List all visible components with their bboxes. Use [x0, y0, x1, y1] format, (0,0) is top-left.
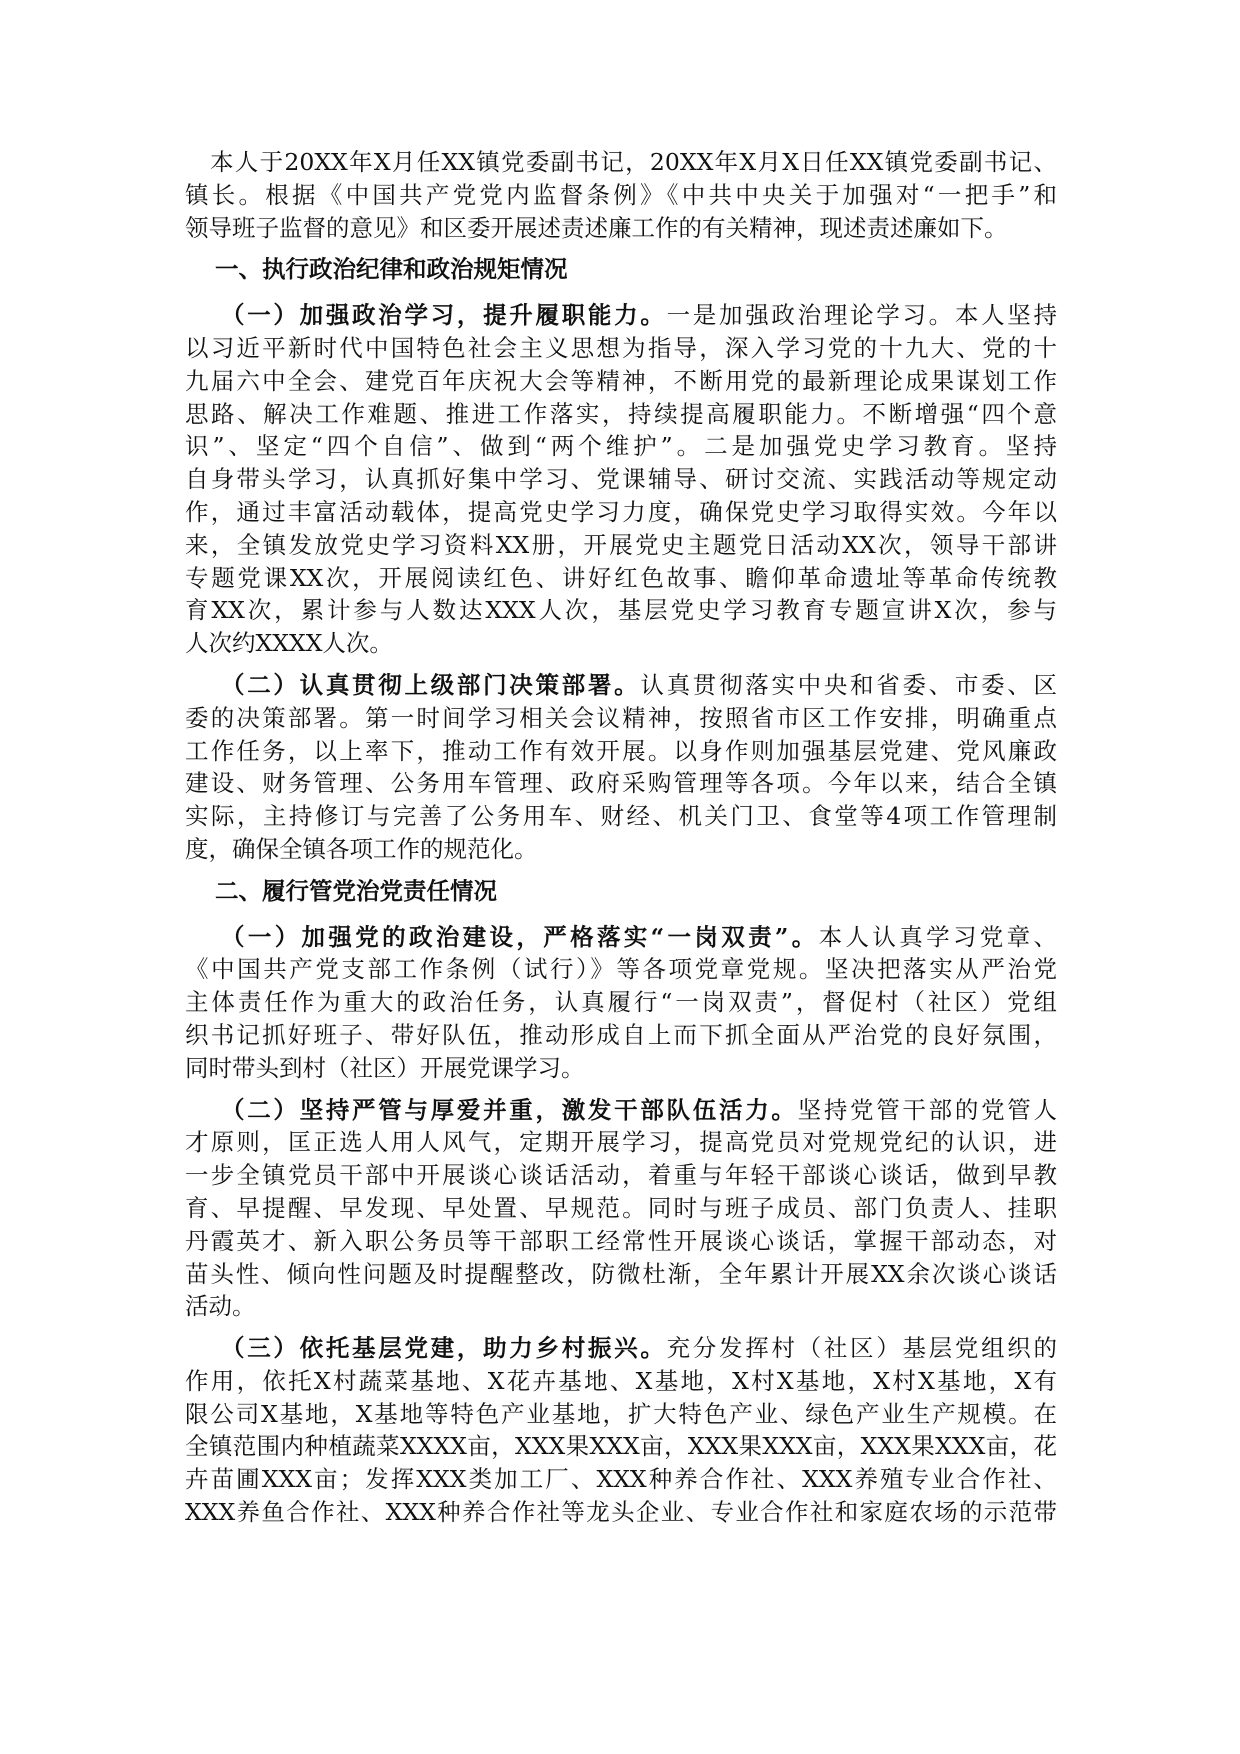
paragraph-lead: （二）坚持严管与厚爱并重，激发干部队伍活力。	[221, 1095, 798, 1124]
text-line	[185, 398, 1057, 431]
line-text: 领导班子监督的意见》和区委开展述责述廉工作的有关精神，现述责述廉如下。	[185, 213, 1008, 242]
text-line	[185, 1398, 1057, 1431]
section-heading: 二、履行管党治党责任情况	[215, 876, 497, 905]
line-text: 自身带头学习，认真抓好集中学习、党课辅导、研讨交流、实践活动等规定动	[185, 465, 1057, 494]
text-line	[185, 1430, 1057, 1463]
line-text: 活动。	[185, 1292, 256, 1321]
text-line	[185, 430, 1057, 463]
line-text: 本人认真学习党章、	[818, 922, 1057, 951]
text-line	[185, 1463, 1057, 1496]
text-line	[185, 953, 1057, 986]
text-line	[185, 594, 1057, 627]
line-text: 度，确保全镇各项工作的规范化。	[185, 834, 538, 863]
text-line	[185, 179, 1057, 212]
line-text: 充分发挥村（社区）基层党组织的	[666, 1334, 1057, 1363]
text-line	[185, 669, 1057, 702]
text-line	[185, 1159, 1057, 1192]
text-line	[185, 921, 1057, 954]
paragraph-lead: （三）依托基层党建，助力乡村振兴。	[221, 1334, 667, 1363]
line-text: 才原则，匡正选人用人风气，定期开展学习，提高党员对党规党纪的认识，进	[185, 1128, 1057, 1157]
line-text: 主体责任作为重大的政治任务，认真履行“一岗双责”，督促村（社区）党组	[185, 988, 1057, 1017]
text-line	[185, 496, 1057, 529]
line-text: XXX养鱼合作社、XXX种养合作社等龙头企业、专业合作社和家庭农场的示范带	[185, 1498, 1057, 1527]
line-text: 育XX次，累计参与人数达XXX人次，基层党史学习教育专题宣讲X次，参与	[185, 596, 1057, 625]
text-line	[185, 1126, 1057, 1159]
line-text: 一是加强政治理论学习。本人坚持	[666, 301, 1057, 330]
text-line	[185, 1052, 1057, 1085]
body-paragraph	[185, 1094, 1057, 1324]
text-line	[185, 735, 1057, 768]
document-page	[185, 146, 1057, 1538]
line-text: 工作任务，以上率下，推动工作有效开展。以身作则加强基层党建、党风廉政	[185, 736, 1057, 765]
body-paragraph	[185, 921, 1057, 1085]
text-line	[185, 627, 1057, 660]
text-line	[185, 146, 1057, 179]
text-line	[185, 1496, 1057, 1529]
text-line	[185, 1365, 1057, 1398]
text-line	[185, 1225, 1057, 1258]
section-heading: 一、执行政治纪律和政治规矩情况	[215, 255, 568, 284]
text-line	[185, 463, 1057, 496]
text-line	[185, 299, 1057, 332]
line-text: 九届六中全会、建党百年庆祝大会等精神，不断用党的最新理论成果谋划工作	[185, 366, 1057, 395]
line-text: 本人于20XX年X月任XX镇党委副书记，20XX年X月X日任XX镇党委副书记、	[210, 148, 1057, 176]
line-text: 丹霞英才、新入职公务员等干部职工经常性开展谈心谈话，掌握干部动态，对	[185, 1226, 1057, 1255]
line-text: 以习近平新时代中国特色社会主义思想为指导，深入学习党的十九大、党的十	[185, 333, 1057, 362]
paragraph-lead: （一）加强党的政治建设，严格落实“一岗双责”。	[221, 922, 819, 951]
body-paragraph	[185, 669, 1057, 866]
line-text: 专题党课XX次，开展阅读红色、讲好红色故事、瞻仰革命遗址等革命传统教	[185, 563, 1057, 592]
line-text: 织书记抓好班子、带好队伍，推动形成自上而下抓全面从严治党的良好氛围，	[185, 1020, 1057, 1049]
text-line	[185, 767, 1057, 800]
body-paragraph	[185, 299, 1057, 660]
paragraph-lead: （一）加强政治学习，提升履职能力。	[221, 301, 667, 330]
text-line	[185, 1332, 1057, 1365]
text-line	[185, 1258, 1057, 1291]
text-line	[185, 702, 1057, 735]
line-text: 苗头性、倾向性问题及时提醒整改，防微杜渐，全年累计开展XX余次谈心谈话	[185, 1259, 1057, 1288]
text-line	[185, 1094, 1057, 1127]
paragraph-lead: （二）认真贯彻上级部门决策部署。	[221, 670, 641, 699]
line-text: 作，通过丰富活动载体，提高党史学习力度，确保党史学习取得实效。今年以	[185, 497, 1057, 526]
line-text: 一步全镇党员干部中开展谈心谈话活动，着重与年轻干部谈心谈话，做到早教	[185, 1161, 1057, 1190]
line-text: 坚持党管干部的党管人	[797, 1095, 1057, 1124]
line-text: 来，全镇发放党史学习资料XX册，开展党史主题党日活动XX次，领导干部讲	[185, 530, 1057, 559]
text-line	[185, 562, 1057, 595]
text-line	[185, 1019, 1057, 1052]
line-text: 镇长。根据《中国共产党党内监督条例》《中共中央关于加强对“一把手”和	[185, 180, 1057, 209]
line-text: 识”、坚定“四个自信”、做到“两个维护”。二是加强党史学习教育。坚持	[185, 432, 1057, 461]
line-text: 卉苗圃XXX亩；发挥XXX类加工厂、XXX种养合作社、XXX养殖专业合作社、	[185, 1465, 1057, 1494]
line-text: 作用，依托X村蔬菜基地、X花卉基地、X基地，X村X基地，X村X基地，X有	[185, 1366, 1057, 1395]
line-text: 认真贯彻落实中央和省委、市委、区	[640, 670, 1057, 699]
line-text: 育、早提醒、早发现、早处置、早规范。同时与班子成员、部门负责人、挂职	[185, 1193, 1057, 1222]
text-line	[185, 365, 1057, 398]
line-text: 全镇范围内种植蔬菜XXXX亩，XXX果XXX亩，XXX果XXX亩，XXX果XXX亩，花	[185, 1432, 1057, 1461]
text-line	[185, 833, 1057, 866]
text-line	[185, 1192, 1057, 1225]
line-text: 人次约XXXX人次。	[185, 629, 393, 658]
line-text: 思路、解决工作难题、推进工作落实，持续提高履职能力。不断增强“四个意	[185, 399, 1057, 428]
line-text: 实际，主持修订与完善了公务用车、财经、机关门卫、食堂等4项工作管理制	[185, 802, 1057, 831]
intro-paragraph	[185, 146, 1057, 244]
text-line	[185, 332, 1057, 365]
body-paragraph	[185, 1332, 1057, 1529]
line-text: 同时带头到村（社区）开展党课学习。	[185, 1053, 585, 1082]
text-line	[185, 1290, 1057, 1323]
line-text: 委的决策部署。第一时间学习相关会议精神，按照省市区工作安排，明确重点	[185, 703, 1057, 732]
text-line	[185, 986, 1057, 1019]
line-text: 限公司X基地，X基地等特色产业基地，扩大特色产业、绿色产业生产规模。在	[185, 1399, 1057, 1428]
text-line	[185, 212, 1057, 245]
text-line	[185, 800, 1057, 833]
text-line	[185, 529, 1057, 562]
line-text: 建设、财务管理、公务用车管理、政府采购管理等各项。今年以来，结合全镇	[185, 769, 1057, 798]
line-text: 《中国共产党支部工作条例（试行）》等各项党章党规。坚决把落实从严治党	[185, 955, 1057, 984]
